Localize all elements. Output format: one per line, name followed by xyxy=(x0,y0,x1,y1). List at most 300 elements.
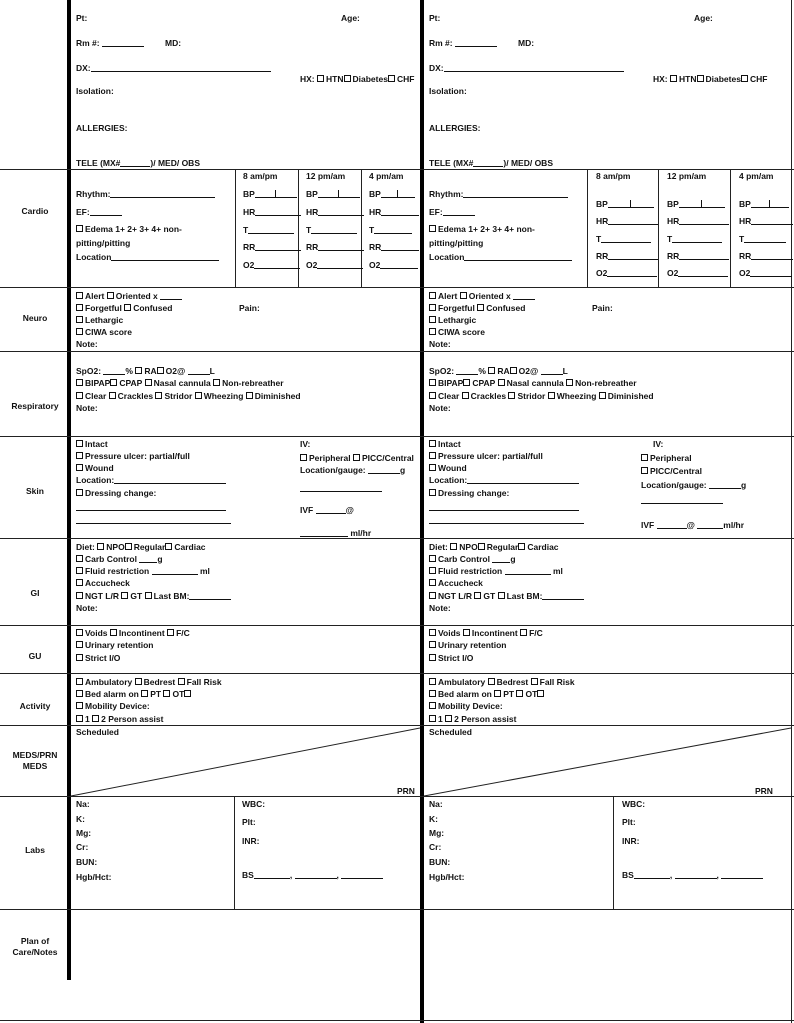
location-field[interactable] xyxy=(76,252,219,263)
ot-label: OT xyxy=(525,689,538,699)
md-label: MD: xyxy=(518,38,535,48)
activity-row-4 xyxy=(76,714,163,725)
vital-t-field[interactable] xyxy=(739,234,786,245)
bipap-checkbox[interactable] xyxy=(429,379,436,386)
mlhr-label: ml/hr xyxy=(723,520,745,530)
one-person-checkbox[interactable] xyxy=(429,715,436,722)
vital-o2-field[interactable] xyxy=(596,268,657,279)
resp-row-3 xyxy=(429,391,654,402)
section-label-cardio: Cardio xyxy=(21,206,49,216)
activity-row-3 xyxy=(76,701,150,712)
pt-checkbox[interactable] xyxy=(494,690,501,697)
intact-checkbox[interactable] xyxy=(429,440,436,447)
vital-t-label: T xyxy=(243,225,249,235)
vital-bp-field[interactable] xyxy=(306,189,360,200)
pressure-ulcer-checkbox[interactable] xyxy=(76,452,83,459)
cardiac-checkbox[interactable] xyxy=(518,543,525,550)
retention-checkbox[interactable] xyxy=(76,641,83,648)
vital-bp-field[interactable] xyxy=(739,199,789,210)
fluid-checkbox[interactable] xyxy=(429,567,436,574)
gi-row-fluid xyxy=(76,566,210,577)
tele-label-suffix: )/ MED/ OBS xyxy=(503,158,553,168)
stridor-checkbox[interactable] xyxy=(155,392,162,399)
diet-label: Diet: xyxy=(429,542,448,552)
vital-t-label: T xyxy=(369,225,375,235)
regular-label: Regular xyxy=(486,542,519,552)
intact-checkbox[interactable] xyxy=(76,440,83,447)
edema-label: Edema 1+ 2+ 3+ 4+ non- xyxy=(438,224,535,234)
vital-hr-label: HR xyxy=(306,207,319,217)
bedrest-checkbox[interactable] xyxy=(135,678,142,685)
bs-field[interactable]: BS , , xyxy=(622,870,763,881)
neuro-row-1 xyxy=(76,291,182,302)
gu-row-3 xyxy=(429,653,473,664)
lethargic-checkbox[interactable] xyxy=(429,316,436,323)
ra-checkbox[interactable] xyxy=(488,367,495,374)
rhythm-field[interactable] xyxy=(76,189,215,200)
section-label-plan xyxy=(0,936,70,958)
iv-locgauge-field[interactable] xyxy=(641,480,746,491)
two-person-checkbox[interactable] xyxy=(445,715,452,722)
hx-label: HX: xyxy=(300,74,315,84)
vital-bp-field[interactable] xyxy=(243,189,297,200)
plan-label-line1: Plan of xyxy=(20,936,50,946)
ot-extra-checkbox[interactable] xyxy=(537,690,544,697)
ef-field[interactable] xyxy=(429,207,475,218)
strict-io-checkbox[interactable] xyxy=(429,654,436,661)
voids-checkbox[interactable] xyxy=(76,629,83,636)
dx-field[interactable] xyxy=(429,63,624,74)
vital-o2-field[interactable] xyxy=(369,260,418,271)
room-label: Rm #: xyxy=(429,38,453,48)
vital-bp-field[interactable] xyxy=(596,199,654,210)
na-label: Na: xyxy=(429,799,443,809)
diminished-checkbox[interactable] xyxy=(246,392,253,399)
chf-checkbox[interactable] xyxy=(388,75,395,82)
vital-hr-field[interactable] xyxy=(596,216,658,227)
ivf-rate-field[interactable] xyxy=(300,528,371,539)
edema-option[interactable] xyxy=(429,224,535,235)
bs-field-text: BS xyxy=(622,870,634,880)
vital-o2-field[interactable] xyxy=(667,268,728,279)
vital-hr-field[interactable] xyxy=(243,207,301,218)
wound-checkbox[interactable] xyxy=(76,464,83,471)
skin-location-field[interactable] xyxy=(429,475,579,486)
carb-checkbox[interactable] xyxy=(429,555,436,562)
carb-label: Carb Control xyxy=(438,554,490,564)
gt-checkbox[interactable] xyxy=(121,592,128,599)
wheezing-checkbox[interactable] xyxy=(548,392,555,399)
two-person-label: 2 Person assist xyxy=(454,714,517,724)
fallrisk-checkbox[interactable] xyxy=(531,678,538,685)
ngt-checkbox[interactable] xyxy=(76,592,83,599)
location-label: Location xyxy=(76,252,112,262)
accucheck-checkbox[interactable] xyxy=(76,579,83,586)
bedrest-label: Bedrest xyxy=(143,677,176,687)
alert-checkbox[interactable] xyxy=(429,292,436,299)
scheduled-label: Scheduled xyxy=(429,727,472,737)
vital-hr-label: HR xyxy=(667,216,680,226)
two-person-checkbox[interactable] xyxy=(92,715,99,722)
vital-hr-label: HR xyxy=(369,207,382,217)
pressure-ulcer-checkbox[interactable] xyxy=(429,452,436,459)
skin-blank-line[interactable] xyxy=(429,516,584,524)
edema-label: Edema 1+ 2+ 3+ 4+ non- xyxy=(85,224,182,234)
chf-label: CHF xyxy=(749,74,768,84)
one-person-checkbox[interactable] xyxy=(76,715,83,722)
edema-checkbox[interactable] xyxy=(76,225,83,232)
stridor-label: Stridor xyxy=(517,391,546,401)
regular-checkbox[interactable] xyxy=(125,543,132,550)
mobility-checkbox[interactable] xyxy=(76,702,83,709)
vital-rr-field[interactable] xyxy=(306,242,364,253)
peripheral-checkbox[interactable] xyxy=(641,454,648,461)
prn-label: PRN xyxy=(755,786,773,796)
fluid-checkbox[interactable] xyxy=(76,567,83,574)
npo-checkbox[interactable] xyxy=(97,543,104,550)
vital-bp-label: BP xyxy=(369,189,381,199)
ciwa-checkbox[interactable] xyxy=(76,328,83,335)
skin-intact xyxy=(429,439,461,450)
skin-location-field[interactable] xyxy=(76,475,226,486)
diabetes-label: Diabetes xyxy=(705,74,741,84)
vital-hr-field[interactable] xyxy=(369,207,419,218)
pt-label: Pt: xyxy=(429,13,441,23)
neuro-row-2 xyxy=(429,303,525,314)
nasal-cannula-label: Nasal cannula xyxy=(153,378,211,388)
section-label-gi: GI xyxy=(30,588,40,598)
o2-label: O2@ xyxy=(518,366,539,376)
meds-label-line1: MEDS/PRN xyxy=(12,750,58,760)
vital-hr-field[interactable] xyxy=(739,216,793,227)
neuro-row-4 xyxy=(76,327,132,338)
diminished-label: Diminished xyxy=(254,391,301,401)
rhythm-field[interactable] xyxy=(429,189,568,200)
pt-label: Pt: xyxy=(76,13,88,23)
skin-blank-line[interactable] xyxy=(76,503,226,511)
diabetes-checkbox[interactable] xyxy=(697,75,704,82)
crackles-checkbox[interactable] xyxy=(109,392,116,399)
pressure-ulcer-label: Pressure ulcer: partial/full xyxy=(85,451,190,461)
skin-dressing xyxy=(429,488,509,499)
ivf-field[interactable] xyxy=(300,505,354,516)
vital-t-field[interactable] xyxy=(306,225,357,236)
iv-blank-line[interactable] xyxy=(641,495,723,506)
neuro-row-4 xyxy=(429,327,485,338)
ot-checkbox[interactable] xyxy=(163,690,170,697)
neuro-note-label: Note: xyxy=(429,339,451,349)
intact-label: Intact xyxy=(438,439,461,449)
picc-checkbox[interactable] xyxy=(353,454,360,461)
gt-checkbox[interactable] xyxy=(474,592,481,599)
stridor-label: Stridor xyxy=(164,391,193,401)
oriented-checkbox[interactable] xyxy=(460,292,467,299)
vital-t-label: T xyxy=(739,234,745,244)
iv-locgauge-field[interactable] xyxy=(300,465,405,476)
gt-label: GT xyxy=(130,591,143,601)
vital-hr-field[interactable] xyxy=(667,216,729,227)
edema-label-2: pitting/pitting xyxy=(429,238,484,248)
regular-checkbox[interactable] xyxy=(478,543,485,550)
vital-rr-field[interactable] xyxy=(596,251,658,262)
plt-label xyxy=(242,817,256,828)
forgetful-checkbox[interactable] xyxy=(429,304,436,311)
age-label: Age: xyxy=(341,13,360,23)
ef-field[interactable] xyxy=(76,207,122,218)
skin-blank-line[interactable] xyxy=(429,503,579,511)
allergies-label: ALLERGIES: xyxy=(429,123,481,133)
isolation-label: Isolation: xyxy=(76,86,114,96)
tele-field[interactable] xyxy=(76,158,200,169)
hx-label: HX: xyxy=(653,74,668,84)
strict-io-checkbox[interactable] xyxy=(76,654,83,661)
pain-label: Pain: xyxy=(592,303,613,313)
neuro-row-2 xyxy=(76,303,172,314)
npo-checkbox[interactable] xyxy=(450,543,457,550)
picc-checkbox[interactable] xyxy=(641,467,648,474)
hx-options xyxy=(300,74,414,85)
dressing-checkbox[interactable] xyxy=(429,489,436,496)
iv-type-row xyxy=(300,453,414,464)
alert-label: Alert xyxy=(438,291,458,301)
vital-rr-field[interactable] xyxy=(667,251,729,262)
vital-t-field[interactable] xyxy=(596,234,651,245)
lastbm-checkbox[interactable] xyxy=(145,592,152,599)
diabetes-label: Diabetes xyxy=(352,74,388,84)
vital-o2-label: O2 xyxy=(306,260,318,270)
location-field[interactable] xyxy=(429,252,572,263)
nonrebreather-checkbox[interactable] xyxy=(566,379,573,386)
alert-checkbox[interactable] xyxy=(76,292,83,299)
ot-label: OT xyxy=(172,689,185,699)
o2-checkbox[interactable] xyxy=(510,367,517,374)
bs-field[interactable]: BS , , xyxy=(242,870,383,881)
clear-checkbox[interactable] xyxy=(76,392,83,399)
vital-bp-field[interactable] xyxy=(667,199,725,210)
bedalarm-checkbox[interactable] xyxy=(429,690,436,697)
voids-label: Voids xyxy=(438,628,461,638)
nasal-cannula-checkbox[interactable] xyxy=(498,379,505,386)
vital-o2-label: O2 xyxy=(243,260,255,270)
vital-bp-label: BP xyxy=(306,189,318,199)
voids-checkbox[interactable] xyxy=(429,629,436,636)
strict-io-label: Strict I/O xyxy=(438,653,474,663)
stridor-checkbox[interactable] xyxy=(508,392,515,399)
grams-label: g xyxy=(510,554,516,564)
one-label: 1 xyxy=(438,714,443,724)
vital-bp-label: BP xyxy=(739,199,751,209)
edema-option[interactable] xyxy=(76,224,182,235)
carb-checkbox[interactable] xyxy=(76,555,83,562)
ciwa-checkbox[interactable] xyxy=(429,328,436,335)
skin-wound xyxy=(76,463,114,474)
diabetes-checkbox[interactable] xyxy=(344,75,351,82)
fluid-label: Fluid restriction xyxy=(85,566,150,576)
ra-checkbox[interactable] xyxy=(135,367,142,374)
skin-location-label: Location: xyxy=(76,475,115,485)
fc-checkbox[interactable] xyxy=(167,629,174,636)
k-label: K: xyxy=(76,814,85,824)
peripheral-checkbox[interactable] xyxy=(300,454,307,461)
activity-row-1 xyxy=(429,677,575,688)
cpap-checkbox[interactable] xyxy=(110,379,117,386)
vital-o2-field[interactable] xyxy=(306,260,363,271)
skin-pressure xyxy=(76,451,190,462)
room-field[interactable] xyxy=(429,38,497,49)
htn-checkbox[interactable] xyxy=(317,75,324,82)
vital-rr-label: RR xyxy=(369,242,382,252)
section-label-meds xyxy=(0,750,70,772)
pt-checkbox[interactable] xyxy=(141,690,148,697)
activity-row-3 xyxy=(429,701,503,712)
edema-checkbox[interactable] xyxy=(429,225,436,232)
vital-o2-field[interactable] xyxy=(739,268,792,279)
vital-rr-field[interactable] xyxy=(739,251,793,262)
fc-checkbox[interactable] xyxy=(520,629,527,636)
nasal-cannula-checkbox[interactable] xyxy=(145,379,152,386)
dx-field[interactable] xyxy=(76,63,271,74)
tele-field[interactable] xyxy=(429,158,553,169)
fallrisk-checkbox[interactable] xyxy=(178,678,185,685)
htn-label: HTN xyxy=(679,74,697,84)
hgb-label: Hgb/Hct: xyxy=(429,872,465,882)
ambulatory-checkbox[interactable] xyxy=(76,678,83,685)
wheezing-checkbox[interactable] xyxy=(195,392,202,399)
ciwa-label: CIWA score xyxy=(85,327,132,337)
vital-rr-label: RR xyxy=(243,242,256,252)
retention-checkbox[interactable] xyxy=(429,641,436,648)
ambulatory-checkbox[interactable] xyxy=(429,678,436,685)
chf-label: CHF xyxy=(396,74,415,84)
vital-rr-label: RR xyxy=(667,251,680,261)
vital-rr-field[interactable] xyxy=(243,242,301,253)
clear-label: Clear xyxy=(85,391,107,401)
na-label: Na: xyxy=(76,799,90,809)
vital-bp-label: BP xyxy=(243,189,255,199)
vitals-time-header: 12 pm/am xyxy=(306,171,346,181)
skin-blank-line[interactable] xyxy=(76,516,231,524)
gu-row-1 xyxy=(429,628,543,639)
vital-t-field[interactable] xyxy=(243,225,294,236)
room-field[interactable] xyxy=(76,38,144,49)
one-label: 1 xyxy=(85,714,90,724)
k-label: K: xyxy=(429,814,438,824)
lethargic-label: Lethargic xyxy=(438,315,477,325)
confused-checkbox[interactable] xyxy=(124,304,131,311)
ot-extra-checkbox[interactable] xyxy=(184,690,191,697)
crackles-label: Crackles xyxy=(117,391,154,401)
lastbm-checkbox[interactable] xyxy=(498,592,505,599)
plt-label xyxy=(622,817,636,828)
clear-checkbox[interactable] xyxy=(429,392,436,399)
htn-checkbox[interactable] xyxy=(670,75,677,82)
incontinent-checkbox[interactable] xyxy=(463,629,470,636)
vitals-time-header: 4 pm/am xyxy=(739,171,774,181)
room-label: Rm #: xyxy=(76,38,100,48)
gu-row-2 xyxy=(76,640,154,651)
o2-checkbox[interactable] xyxy=(157,367,164,374)
diminished-checkbox[interactable] xyxy=(599,392,606,399)
gt-label: GT xyxy=(483,591,496,601)
vital-t-field[interactable] xyxy=(369,225,412,236)
mobility-checkbox[interactable] xyxy=(429,702,436,709)
npo-label: NPO xyxy=(106,542,125,552)
forgetful-checkbox[interactable] xyxy=(76,304,83,311)
wbc-label-text: WBC: xyxy=(242,799,266,809)
skin-wound xyxy=(429,463,467,474)
plt-label-text: Plt: xyxy=(242,817,256,827)
section-label-respiratory: Respiratory xyxy=(11,401,59,411)
vitals-time-header: 8 am/pm xyxy=(596,171,631,181)
bipap-label: BIPAP xyxy=(438,378,464,388)
nonrebreather-checkbox[interactable] xyxy=(213,379,220,386)
wheezing-label: Wheezing xyxy=(556,391,597,401)
vital-hr-label: HR xyxy=(739,216,752,226)
gi-row-fluid xyxy=(429,566,563,577)
vital-hr-field[interactable] xyxy=(306,207,364,218)
nonrebreather-label: Non-rebreather xyxy=(575,378,637,388)
meds-label-line2: MEDS xyxy=(22,761,48,771)
neuro-note-label: Note: xyxy=(76,339,98,349)
oriented-checkbox[interactable] xyxy=(107,292,114,299)
allergies-label: ALLERGIES: xyxy=(76,123,128,133)
confused-checkbox[interactable] xyxy=(477,304,484,311)
cr-label: Cr: xyxy=(76,842,89,852)
crackles-checkbox[interactable] xyxy=(462,392,469,399)
gi-row-diet xyxy=(76,542,206,553)
bedalarm-checkbox[interactable] xyxy=(76,690,83,697)
ngt-checkbox[interactable] xyxy=(429,592,436,599)
vital-t-label: T xyxy=(667,234,673,244)
diminished-label: Diminished xyxy=(607,391,654,401)
dressing-checkbox[interactable] xyxy=(76,489,83,496)
ivf-field[interactable] xyxy=(641,520,744,531)
resp-note-label: Note: xyxy=(429,403,451,413)
bedalarm-label: Bed alarm on xyxy=(85,689,139,699)
section-label-neuro: Neuro xyxy=(22,313,48,323)
peripheral-label: Peripheral xyxy=(650,453,692,463)
lethargic-checkbox[interactable] xyxy=(76,316,83,323)
vitals-time-header: 8 am/pm xyxy=(243,171,278,181)
section-label-skin: Skin xyxy=(26,486,44,496)
iv-peripheral-row xyxy=(641,453,692,464)
bipap-checkbox[interactable] xyxy=(76,379,83,386)
vital-o2-field[interactable] xyxy=(243,260,300,271)
ambulatory-label: Ambulatory xyxy=(438,677,486,687)
cpap-checkbox[interactable] xyxy=(463,379,470,386)
gi-note-label: Note: xyxy=(429,603,451,613)
ot-checkbox[interactable] xyxy=(516,690,523,697)
cardiac-checkbox[interactable] xyxy=(165,543,172,550)
vital-hr-label: HR xyxy=(596,216,609,226)
bedrest-checkbox[interactable] xyxy=(488,678,495,685)
chf-checkbox[interactable] xyxy=(741,75,748,82)
vital-bp-field[interactable] xyxy=(369,189,415,200)
accucheck-checkbox[interactable] xyxy=(429,579,436,586)
mobility-label: Mobility Device: xyxy=(85,701,150,711)
iv-blank-line[interactable] xyxy=(300,483,382,494)
activity-row-2 xyxy=(76,689,193,700)
incontinent-checkbox[interactable] xyxy=(110,629,117,636)
gi-row-accucheck xyxy=(76,578,130,589)
vital-rr-field[interactable] xyxy=(369,242,419,253)
ra-label: RA xyxy=(497,366,510,376)
bun-label: BUN: xyxy=(429,857,451,867)
wound-checkbox[interactable] xyxy=(429,464,436,471)
vital-t-field[interactable] xyxy=(667,234,722,245)
vital-o2-label: O2 xyxy=(739,268,751,278)
vital-bp-label: BP xyxy=(667,199,679,209)
